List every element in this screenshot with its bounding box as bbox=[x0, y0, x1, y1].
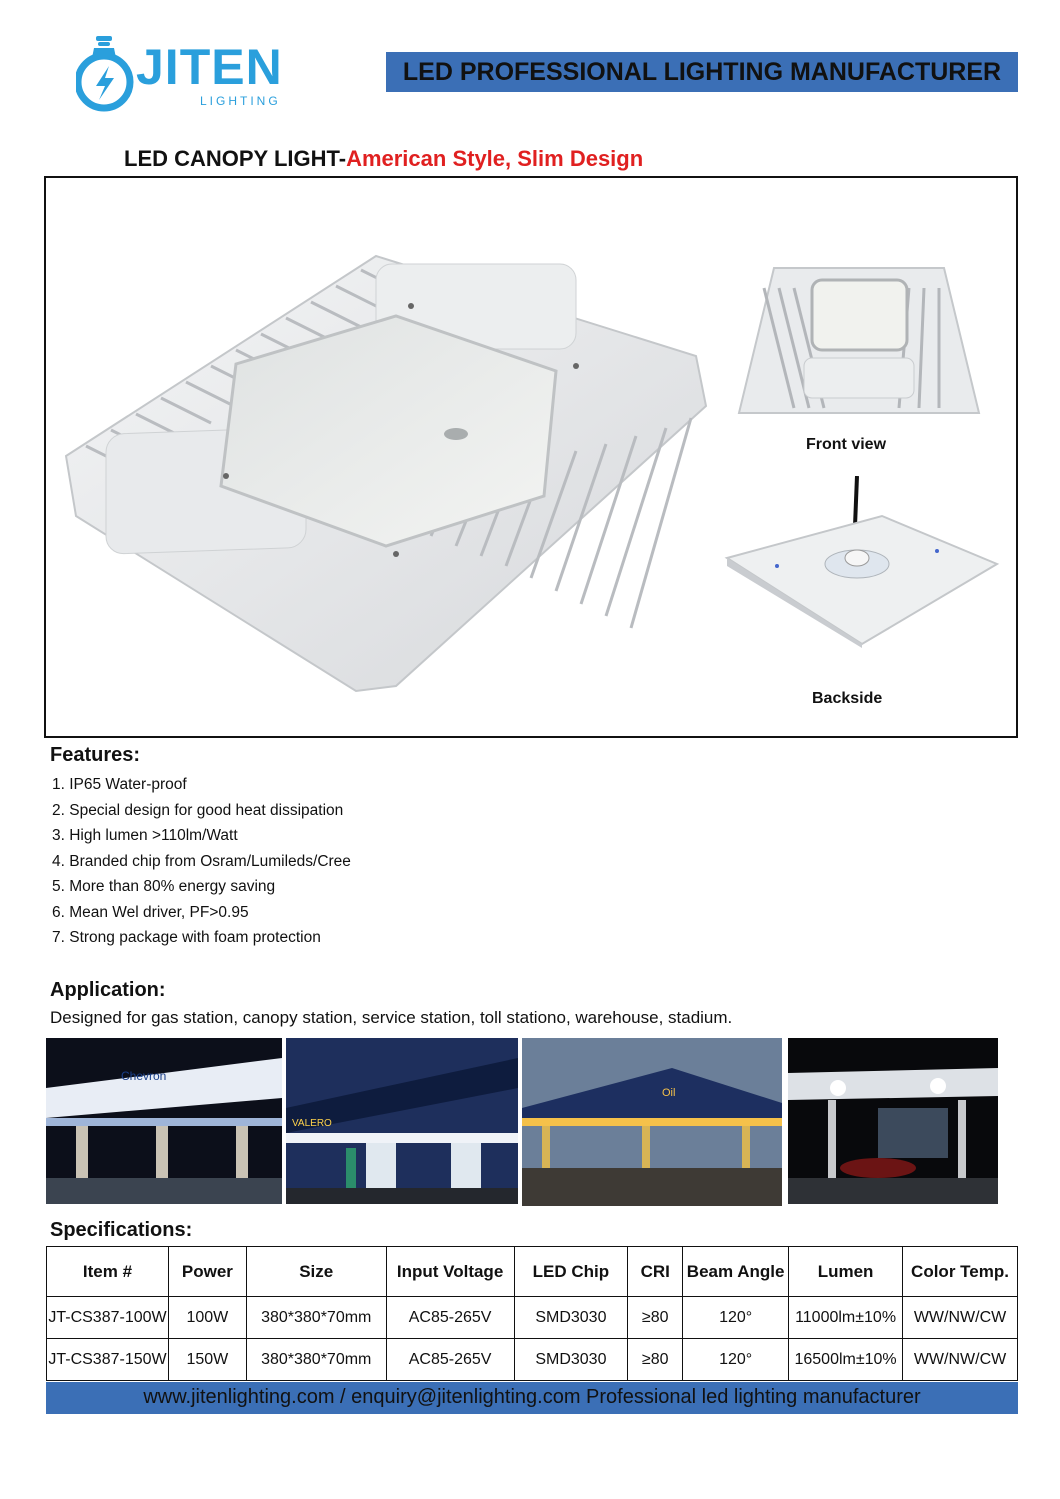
col-size: Size bbox=[246, 1247, 386, 1297]
feature-item: 4. Branded chip from Osram/Lumileds/Cree bbox=[52, 852, 351, 870]
feature-item: 1. IP65 Water-proof bbox=[52, 776, 187, 793]
product-title bbox=[124, 146, 643, 172]
footer-text[interactable]: www.jitenlighting.com / enquiry@jitenlighting.com Professional led lighting manufacturer bbox=[143, 1386, 921, 1408]
cell: 150W bbox=[168, 1339, 246, 1381]
cell: 16500lm±10% bbox=[789, 1339, 903, 1381]
brand-name: JITEN bbox=[136, 39, 283, 95]
cell: WW/NW/CW bbox=[903, 1297, 1018, 1339]
col-lumen: Lumen bbox=[789, 1247, 903, 1297]
canopy-light-main-image bbox=[56, 246, 736, 706]
cell: 120° bbox=[683, 1339, 789, 1381]
col-cri: CRI bbox=[628, 1247, 683, 1297]
cell: 100W bbox=[168, 1297, 246, 1339]
cell: JT-CS387-100W bbox=[47, 1297, 169, 1339]
cell: ≥80 bbox=[628, 1339, 683, 1381]
gas-station-photo-2 bbox=[286, 1038, 518, 1204]
cell: AC85-265V bbox=[386, 1297, 514, 1339]
header-banner bbox=[386, 52, 1018, 92]
features-heading: Features: bbox=[50, 744, 141, 766]
feature-item: 3. High lumen >110lm/Watt bbox=[52, 827, 238, 844]
cell: JT-CS387-150W bbox=[47, 1339, 169, 1381]
cell: 380*380*70mm bbox=[246, 1339, 386, 1381]
product-image-frame bbox=[44, 176, 1018, 738]
cell: SMD3030 bbox=[514, 1297, 628, 1339]
cell: 120° bbox=[683, 1297, 789, 1339]
feature-item: 7. Strong package with foam protection bbox=[52, 929, 321, 946]
feature-item: 6. Mean Wel driver, PF>0.95 bbox=[52, 903, 249, 921]
photo-sign-oil: Oil bbox=[662, 1087, 676, 1099]
col-input-voltage: Input Voltage bbox=[386, 1247, 514, 1297]
col-beam-angle: Beam Angle bbox=[683, 1247, 789, 1297]
front-view-caption: Front view bbox=[806, 436, 887, 453]
col-led-chip: LED Chip bbox=[514, 1247, 628, 1297]
brand-subtitle: LIGHTING bbox=[200, 94, 281, 108]
photo-sign-valero: VALERO bbox=[292, 1118, 332, 1129]
cell: AC85-265V bbox=[386, 1339, 514, 1381]
specifications-heading: Specifications: bbox=[50, 1219, 193, 1241]
gas-station-photo-1 bbox=[46, 1038, 282, 1204]
feature-item: 2. Special design for good heat dissipation bbox=[52, 801, 344, 819]
application-description: Designed for gas station, canopy station, service station, toll stationo, warehouse, stadium. bbox=[50, 1008, 733, 1027]
footer-bar bbox=[46, 1382, 1018, 1414]
col-item: Item # bbox=[47, 1247, 169, 1297]
cell: WW/NW/CW bbox=[903, 1339, 1018, 1381]
feature-item: 5. More than 80% energy saving bbox=[52, 878, 276, 895]
table-row bbox=[47, 1297, 1018, 1339]
cell: 11000lm±10% bbox=[789, 1297, 903, 1339]
title-main: LED CANOPY LIGHT- bbox=[124, 146, 347, 171]
photo-sign-chevron: Chevron bbox=[121, 1069, 167, 1083]
banner-text: LED PROFESSIONAL LIGHTING MANUFACTURER bbox=[402, 58, 1002, 86]
specifications-table bbox=[46, 1246, 1018, 1381]
col-color-temp: Color Temp. bbox=[903, 1247, 1018, 1297]
gas-station-photo-4 bbox=[788, 1038, 998, 1204]
table-row bbox=[47, 1339, 1018, 1381]
title-accent: American Style, Slim Design bbox=[346, 146, 644, 171]
front-view-image bbox=[734, 258, 984, 426]
table-header-row bbox=[47, 1247, 1018, 1297]
features-list bbox=[52, 772, 351, 951]
backside-caption: Backside bbox=[812, 690, 883, 707]
application-heading: Application: bbox=[50, 979, 166, 1001]
backside-image bbox=[722, 476, 1002, 648]
cell: ≥80 bbox=[628, 1297, 683, 1339]
col-power: Power bbox=[168, 1247, 246, 1297]
gas-station-photo-3 bbox=[522, 1038, 782, 1206]
cell: 380*380*70mm bbox=[246, 1297, 386, 1339]
cell: SMD3030 bbox=[514, 1339, 628, 1381]
